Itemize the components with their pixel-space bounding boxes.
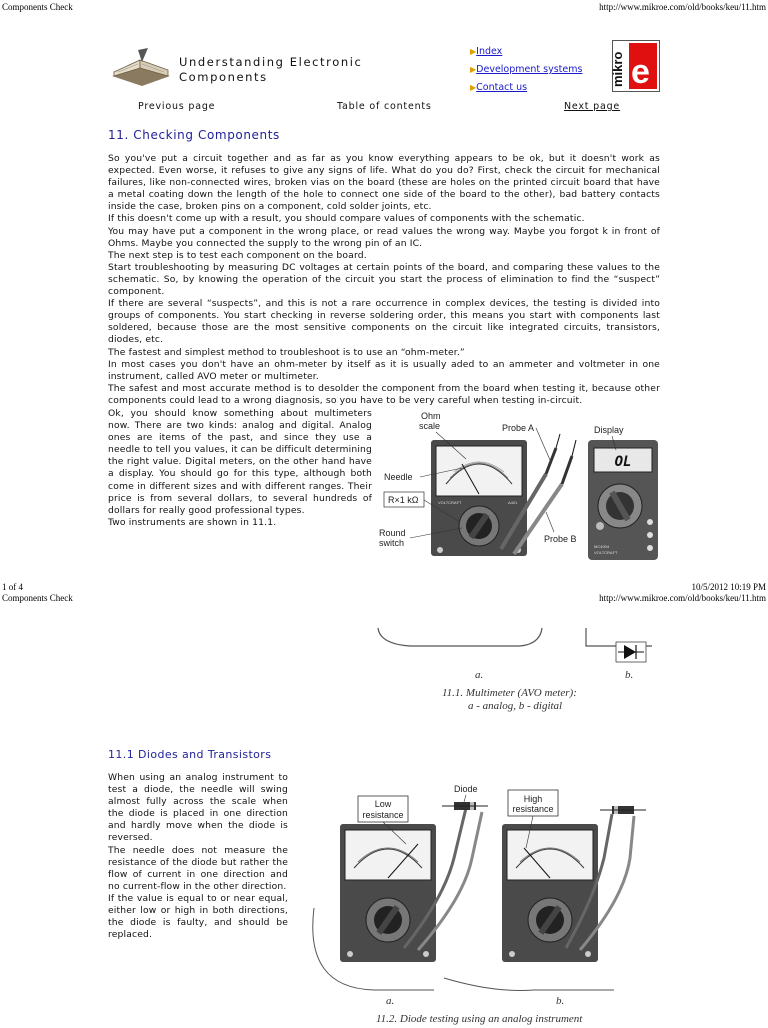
svg-text:b.: b. [556,995,565,1007]
svg-text:11.2. Diode testing using an a: 11.2. Diode testing using an analog instrument [376,1013,583,1025]
print-footer-right [599,582,766,604]
brand-line-2: Components [179,70,268,84]
link-development-systems[interactable]: Development systems [476,64,583,75]
print-header2-title: Components Check [2,593,73,603]
analog-meter-b [502,824,598,962]
paragraph: When using an analog instrument to test a diode, the needle will swing almost fully across the scale when the diode is placed in one direction and hardly move when the diode is reversed. [108,772,288,844]
print-footer-page: 1 of 4 [2,582,23,592]
svg-text:MC4004: MC4004 [594,544,610,549]
next-page-link[interactable]: Next page [564,101,621,112]
paragraph: If the value is equal to or near equal, either low or high in both directions, the diode is faulty, and should be replaced. [108,892,288,941]
figure-multimeter-caption-area [370,614,662,714]
paragraph: So you've put a circuit together and as far as you know everything appears to be ok, but it doesn't work as expected. Even worse, it refuses to give any signs of life. What do you do? First, check the circuit for mechanical failures, like non-connected wires, broken vias on the board (these are holes on the printed circuit board that have a metal coating down the length of the hole to connect one side of the board to the other), bad battery contacts inside the case, broken pins on a component, cold solder joints, etc. [108,153,660,213]
svg-text:switch: switch [379,538,405,548]
table-of-contents-link[interactable]: Table of contents [337,101,432,112]
paragraph: If this doesn't come up with a result, you should compare values of components with the schematic. [108,213,585,225]
link-index[interactable]: Index [476,46,503,57]
svg-text:Ohm: Ohm [421,411,441,421]
svg-text:a.: a. [475,669,484,681]
svg-text:Diode: Diode [454,784,478,794]
link-contact-us[interactable]: Contact us [476,82,528,93]
svg-text:Round: Round [379,528,406,538]
svg-text:a - analog, b - digital: a - analog, b - digital [468,700,563,712]
paragraph: The next step is to test each component on the board. [108,249,367,261]
svg-text:Probe B: Probe B [544,534,577,544]
svg-text:b.: b. [625,669,634,681]
logo-text: mikro [610,51,625,87]
svg-text:R×1 kΩ: R×1 kΩ [388,495,419,505]
paragraph: If there are several “suspects”, and this is not a rare occurrence in complex devices, the testing is divided into groups of components. You start checking in reverse soldering order, this means you start with components last soldered, because those are the most sensitive components on the circuit like integrated circuits, transistors, diodes, etc. [108,298,660,346]
mikroe-logo[interactable] [612,40,660,92]
paragraph: Ok, you should know something about multimeters now. There are two kinds: analog and digital. Analog ones are items of the past, and since they use a needle to tell you values, it can be difficult determining the right value. Digital meters, on the other hand have a display. You should go for this type, although both come in different sizes and with different ranges. Their price is from several dollars, to several hundreds of dollars for really good professional types. [108,408,372,516]
svg-text:VOLTCRAFT: VOLTCRAFT [438,500,462,505]
svg-text:A401: A401 [508,500,518,505]
svg-text:Display: Display [594,425,624,435]
print-footer [2,582,73,604]
svg-text:resistance: resistance [512,804,554,814]
print-footer-datetime: 10/5/2012 10:19 PM [691,582,766,592]
svg-text:Needle: Needle [384,472,413,482]
section-title-diodes-transistors: 11.1 Diodes and Transistors [108,748,272,761]
print-header-url: http://www.mikroe.com/old/books/keu/11.htm [599,2,766,12]
section2-body [108,772,288,941]
paragraph: Start troubleshooting by measuring DC voltages at certain points of the board, and comparing these values to the schematic. So, by knowing the operation of the circuit you start the process of elimination to find the “suspect” component. [108,261,660,298]
paragraph: In most cases you don't have an ohm-meter by itself as it is usually aded to an ammeter and voltmeter in one instrument, called AVO meter or multimeter. [108,358,660,382]
svg-text:Probe A: Probe A [502,423,535,433]
previous-page-link[interactable]: Previous page [138,101,216,112]
site-brand [179,55,362,85]
svg-text:High: High [523,794,543,804]
multimeter-text [108,408,372,529]
svg-text:scale: scale [419,421,441,431]
section-title-checking-components: 11. Checking Components [108,128,280,142]
paragraph: You may have put a component in the wrong place, or read values the wrong way. Maybe you forgot k in front of Ohms. Maybe you connected the supply to the wrong pin of an IC. [108,225,660,249]
svg-text:a.: a. [386,995,395,1007]
figure-diode-testing [294,778,662,1024]
paragraph: The needle does not measure the resistance of the diode but rather the flow of current in one direction and no current-flow in the other direction. [108,844,288,892]
svg-text:e: e [631,53,650,91]
print-header2-url: http://www.mikroe.com/old/books/keu/11.htm [599,593,766,603]
svg-text:11.1. Multimeter (AVO meter):: 11.1. Multimeter (AVO meter): [442,687,577,699]
paragraph: The safest and most accurate method is to desolder the component from the board when testing it, because other components could lead to a wrong diagnosis, so you have to be very careful when testing in-circuit. [108,382,660,406]
section1-body [108,153,660,407]
svg-text:OL: OL [614,454,632,470]
svg-text:VOLTCRAFT: VOLTCRAFT [594,550,618,555]
svg-text:Low: Low [374,799,392,809]
brand-line-1: Understanding Electronic [179,55,363,69]
analog-meter-a [340,824,436,962]
figure-multimeter-analog-digital [376,404,660,560]
svg-text:resistance: resistance [362,810,404,820]
print-header-title: Components Check [2,2,73,12]
paragraph: The fastest and simplest method to troubleshoot is to use an “ohm-meter.” [108,346,465,358]
book-logo-icon [108,46,174,90]
paragraph: Two instruments are shown in 11.1. [108,516,277,528]
site-links: ▶Index ▶Development systems ▶Contact us [470,46,583,93]
